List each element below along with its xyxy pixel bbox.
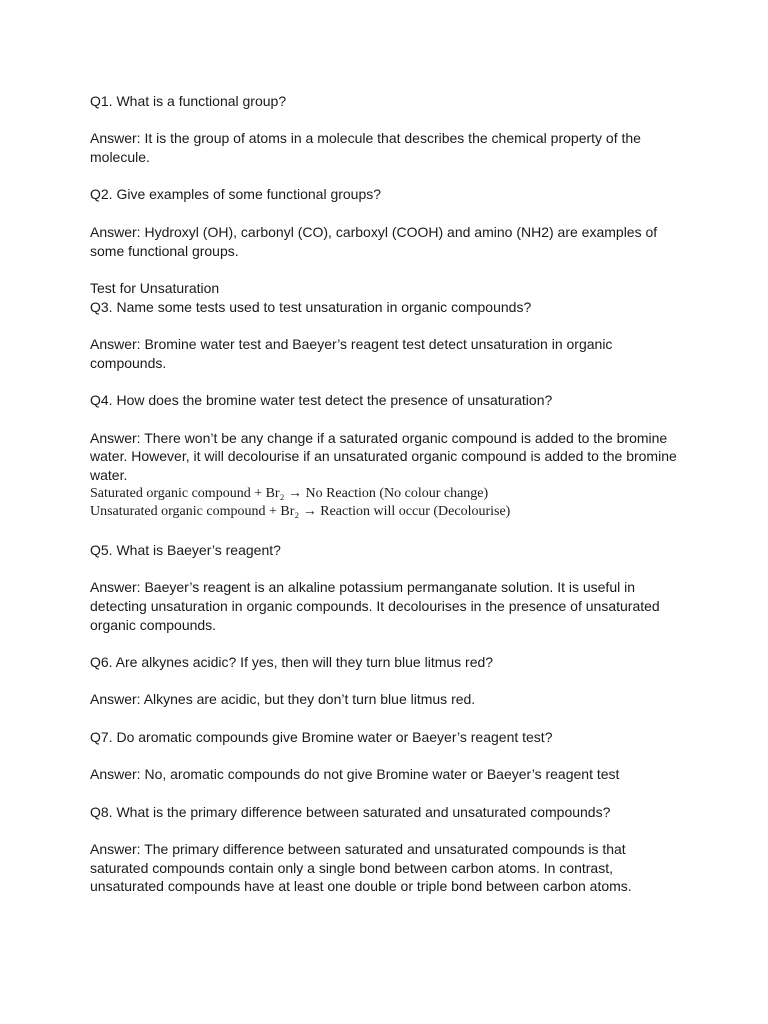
answer-6: Answer: Alkynes are acidic, but they don’t turn blue litmus red. — [90, 691, 476, 708]
answer-1: Answer: It is the group of atoms in a molecule that describes the chemical property of the molecule. — [90, 130, 641, 166]
question-7: Q7. Do aromatic compounds give Bromine water or Baeyer’s reagent test? — [90, 728, 553, 745]
answer-4: Answer: There won’t be any change if a saturated organic compound is added to the bromine water. However, it will decolourise if an unsaturated organic compound is added to the bromine water. — [90, 429, 677, 483]
answer-5: Answer: Baeyer’s reagent is an alkaline potassium permanganate solution. It is useful in detecting unsaturation in organic compounds. It decolourises in the presence of unsaturated organic compounds. — [90, 579, 660, 633]
question-1: Q1. What is a functional group? — [90, 93, 287, 109]
answer-2: Answer: Hydroxyl (OH), carbonyl (CO), carboxyl (COOH) and amino (NH2) are examples of some functional groups. — [90, 223, 658, 259]
answer-8: Answer: The primary difference between saturated and unsaturated compounds is that saturated compounds contain only a single bond between carbon atoms. In contrast, unsaturated compounds have at least one double or triple bond between carbon atoms. — [90, 840, 632, 895]
question-5: Q5. What is Baeyer’s reagent? — [90, 541, 281, 558]
question-4: Q4. How does the bromine water test detect the presence of unsaturation? — [90, 392, 553, 409]
section-heading: Test for Unsaturation — [90, 279, 220, 296]
document-body — [90, 92, 680, 896]
question-3: Q3. Name some tests used to test unsaturation in organic compounds? — [90, 298, 532, 315]
question-6: Q6. Are alkynes acidic? If yes, then will they turn blue litmus red? — [90, 653, 494, 670]
equation-unsaturated: Unsaturated organic compound + Br₂ → Reaction will occur (Decolourise) — [90, 504, 511, 520]
answer-3: Answer: Bromine water test and Baeyer’s reagent test detect unsaturation in organic compounds. — [90, 336, 613, 371]
equation-saturated: Saturated organic compound + Br₂ → No Reaction (No colour change) — [90, 485, 489, 501]
answer-7: Answer: No, aromatic compounds do not give Bromine water or Baeyer’s reagent test — [90, 766, 620, 783]
question-2: Q2. Give examples of some functional groups? — [90, 186, 382, 203]
question-8: Q8. What is the primary difference between saturated and unsaturated compounds? — [90, 803, 611, 820]
